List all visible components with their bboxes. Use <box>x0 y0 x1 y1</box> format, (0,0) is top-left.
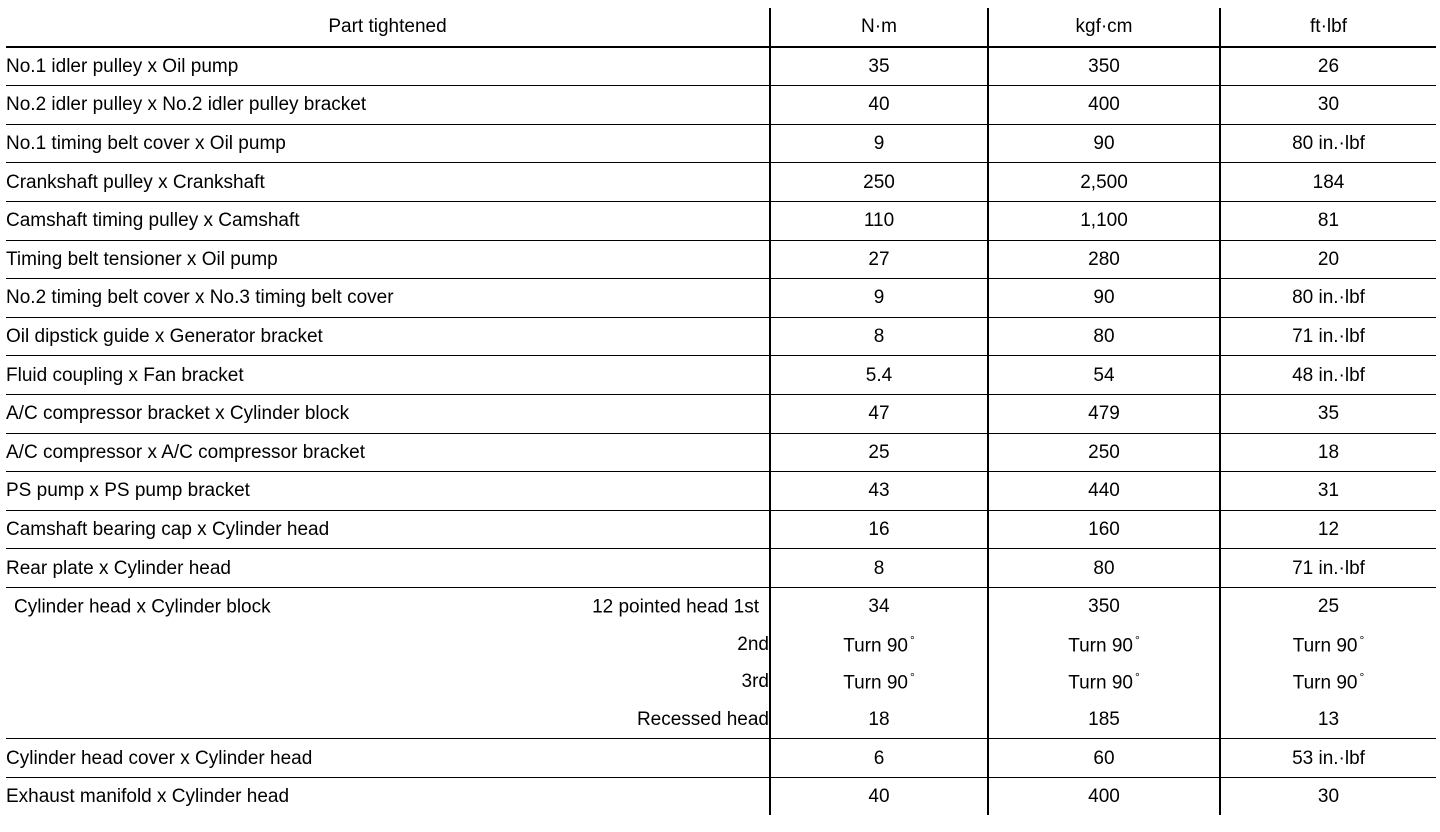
part-cell: No.1 idler pulley x Oil pump <box>6 47 770 86</box>
ft-cell: 53 in.·lbf <box>1220 739 1436 778</box>
part-cell: PS pump x PS pump bracket <box>6 472 770 511</box>
header-part: Part tightened <box>6 8 770 47</box>
degree-mark: ° <box>909 670 915 685</box>
ft-cell: 25 <box>1220 587 1436 625</box>
table-row <box>6 394 1436 433</box>
ft-cell <box>1220 663 1436 701</box>
ft-cell: 80 in.·lbf <box>1220 124 1436 163</box>
part-cell: A/C compressor bracket x Cylinder block <box>6 394 770 433</box>
kgf-cell: 185 <box>988 701 1220 739</box>
kgf-cell: 80 <box>988 549 1220 588</box>
table-row <box>6 777 1436 815</box>
part-cell: No.2 timing belt cover x No.3 timing belt cover <box>6 279 770 318</box>
nm-cell: 25 <box>770 433 988 472</box>
kgf-cell <box>988 626 1220 664</box>
ft-cell: 48 in.·lbf <box>1220 356 1436 395</box>
step-label: 3rd <box>741 671 769 693</box>
ft-cell: 30 <box>1220 777 1436 815</box>
table-row <box>6 240 1436 279</box>
kgf-cell: 350 <box>988 587 1220 625</box>
nm-cell: 6 <box>770 739 988 778</box>
part-cell <box>6 587 770 625</box>
table-row <box>6 549 1436 588</box>
degree-mark: ° <box>1134 670 1140 685</box>
nm-cell: 43 <box>770 472 988 511</box>
kgf-cell: 400 <box>988 777 1220 815</box>
ft-cell: 80 in.·lbf <box>1220 279 1436 318</box>
step-label: 2nd <box>737 633 769 655</box>
part-cell: No.1 timing belt cover x Oil pump <box>6 124 770 163</box>
table-row <box>6 356 1436 395</box>
nm-cell: 18 <box>770 701 988 739</box>
kgf-cell: 60 <box>988 739 1220 778</box>
cylinder-head-step-row <box>6 663 1436 701</box>
kgf-cell <box>988 663 1220 701</box>
kgf-cell: 90 <box>988 124 1220 163</box>
ft-cell: 35 <box>1220 394 1436 433</box>
kgf-cell: 1,100 <box>988 201 1220 240</box>
nm-cell: 34 <box>770 587 988 625</box>
ft-cell: 26 <box>1220 47 1436 86</box>
nm-cell: 9 <box>770 124 988 163</box>
degree-mark: ° <box>1359 632 1365 647</box>
kgf-value: Turn 90 <box>1068 672 1133 694</box>
nm-cell: 27 <box>770 240 988 279</box>
ft-cell: 71 in.·lbf <box>1220 317 1436 356</box>
ft-cell: 12 <box>1220 510 1436 549</box>
nm-cell: 40 <box>770 777 988 815</box>
kgf-cell: 90 <box>988 279 1220 318</box>
header-kgf: kgf·cm <box>988 8 1220 47</box>
nm-cell: 110 <box>770 201 988 240</box>
torque-spec-table <box>6 8 1436 815</box>
part-cell: Fluid coupling x Fan bracket <box>6 356 770 395</box>
cylinder-head-step-row <box>6 587 1436 625</box>
table-row <box>6 47 1436 86</box>
ft-value: Turn 90 <box>1292 634 1358 656</box>
ft-cell: 13 <box>1220 701 1436 739</box>
nm-value: Turn 90 <box>843 634 908 656</box>
kgf-cell: 350 <box>988 47 1220 86</box>
nm-cell: 16 <box>770 510 988 549</box>
ft-cell: 20 <box>1220 240 1436 279</box>
table-row <box>6 163 1436 202</box>
nm-cell: 40 <box>770 86 988 125</box>
cylinder-head-step-row <box>6 626 1436 664</box>
part-cell: Crankshaft pulley x Crankshaft <box>6 163 770 202</box>
nm-cell <box>770 663 988 701</box>
kgf-cell: 54 <box>988 356 1220 395</box>
ft-cell: 81 <box>1220 201 1436 240</box>
part-cell: Exhaust manifold x Cylinder head <box>6 786 290 808</box>
part-cell: Oil dipstick guide x Generator bracket <box>6 317 770 356</box>
kgf-cell: 2,500 <box>988 163 1220 202</box>
table-row <box>6 279 1436 318</box>
part-cell: Timing belt tensioner x Oil pump <box>6 240 770 279</box>
ft-cell: 18 <box>1220 433 1436 472</box>
table-row <box>6 86 1436 125</box>
nm-cell: 8 <box>770 317 988 356</box>
header-ft: ft·lbf <box>1220 8 1436 47</box>
kgf-cell: 440 <box>988 472 1220 511</box>
part-cell: A/C compressor x A/C compressor bracket <box>6 433 770 472</box>
nm-cell <box>770 626 988 664</box>
ft-cell: 31 <box>1220 472 1436 511</box>
nm-cell: 9 <box>770 279 988 318</box>
part-cell: Rear plate x Cylinder head <box>6 549 770 588</box>
step-label: 12 pointed head 1st <box>592 596 759 618</box>
nm-cell: 5.4 <box>770 356 988 395</box>
cylinder-head-part-name: Cylinder head x Cylinder block <box>14 596 271 618</box>
kgf-cell: 400 <box>988 86 1220 125</box>
table-row <box>6 739 1436 778</box>
kgf-cell: 80 <box>988 317 1220 356</box>
ft-cell: 184 <box>1220 163 1436 202</box>
part-cell: Cylinder head cover x Cylinder head <box>6 739 770 778</box>
kgf-cell: 280 <box>988 240 1220 279</box>
ft-cell: 30 <box>1220 86 1436 125</box>
ft-cell: 71 in.·lbf <box>1220 549 1436 588</box>
kgf-value: Turn 90 <box>1068 634 1133 656</box>
part-cell: No.2 idler pulley x No.2 idler pulley bracket <box>6 86 770 125</box>
table-row <box>6 201 1436 240</box>
table-row <box>6 124 1436 163</box>
nm-cell: 35 <box>770 47 988 86</box>
table-row <box>6 317 1436 356</box>
nm-cell: 47 <box>770 394 988 433</box>
nm-value: Turn 90 <box>843 672 908 694</box>
header-nm: N·m <box>770 8 988 47</box>
table-row <box>6 510 1436 549</box>
degree-mark: ° <box>1359 670 1365 685</box>
nm-cell: 250 <box>770 163 988 202</box>
ft-cell <box>1220 626 1436 664</box>
part-cell: Camshaft timing pulley x Camshaft <box>6 201 770 240</box>
ft-value: Turn 90 <box>1292 672 1358 694</box>
header-row <box>6 8 1436 47</box>
degree-mark: ° <box>1134 632 1140 647</box>
nm-cell: 8 <box>770 549 988 588</box>
kgf-cell: 160 <box>988 510 1220 549</box>
degree-mark: ° <box>909 632 915 647</box>
table-row <box>6 433 1436 472</box>
table-row <box>6 472 1436 511</box>
kgf-cell: 479 <box>988 394 1220 433</box>
step-label: Recessed head <box>6 701 770 739</box>
cylinder-head-step-row <box>6 701 1436 739</box>
kgf-cell: 250 <box>988 433 1220 472</box>
part-cell: Camshaft bearing cap x Cylinder head <box>6 510 770 549</box>
